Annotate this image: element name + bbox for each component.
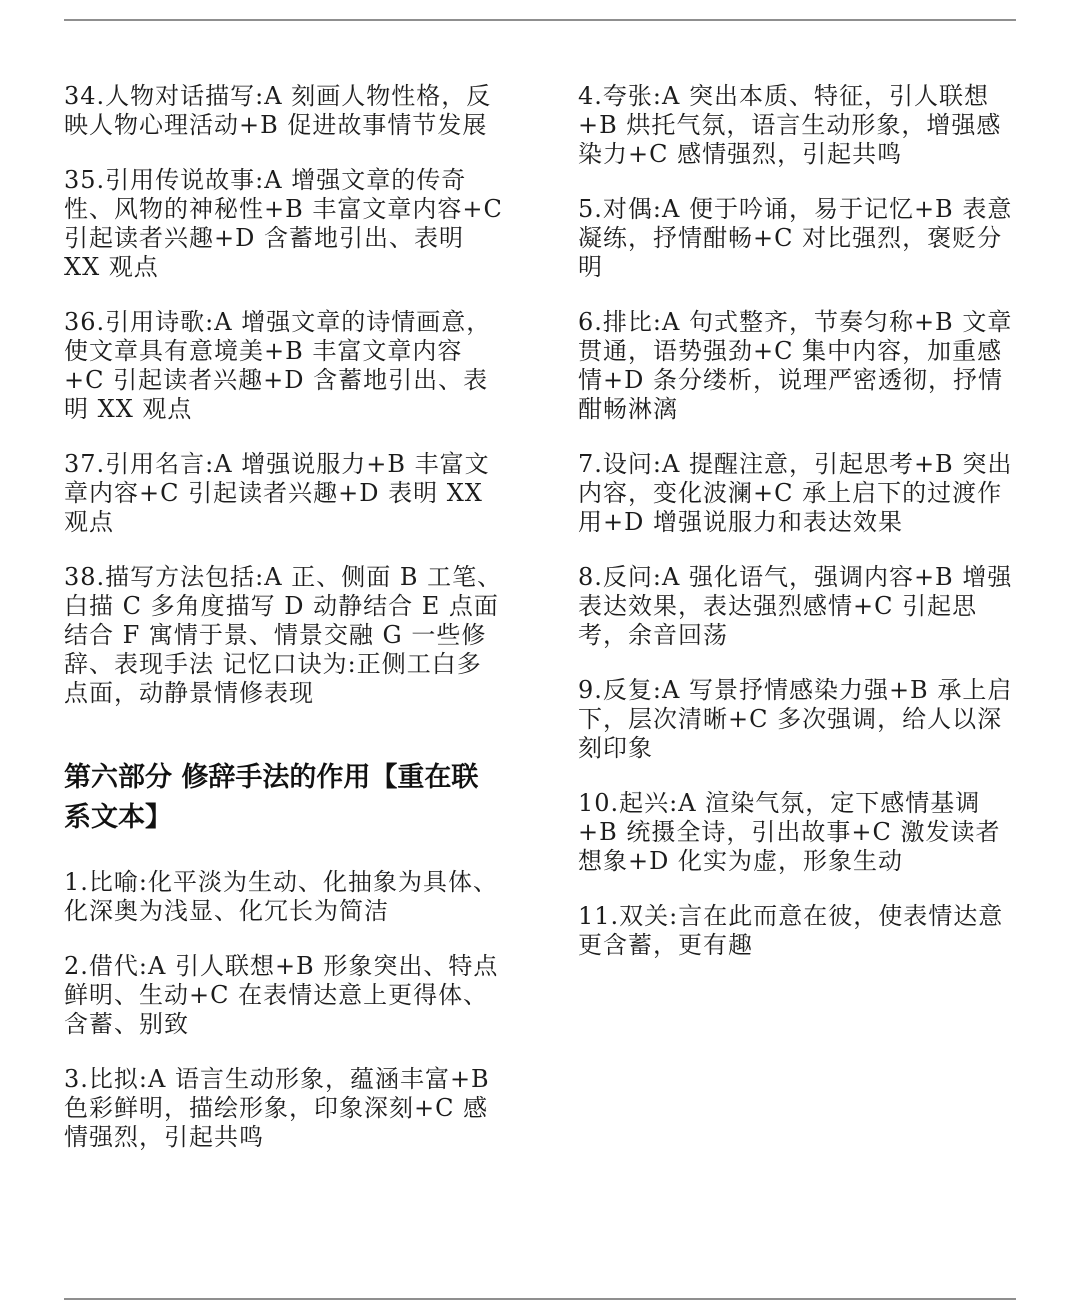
paragraph-counter-question: 8.反问:A 强化语气，强调内容+B 增强表达效果，表达强烈感情+C 引起思考，余音回荡 bbox=[578, 563, 1013, 649]
paragraph-34: 34.人物对话描写:A 刻画人物性格，反映人物心理活动+B 促进故事情节发展 bbox=[64, 82, 492, 139]
paragraph-37: 37.引用名言:A 增强说服力+B 丰富文章内容+C 引起读者兴趣+D 表明 XX 观点 bbox=[64, 450, 490, 536]
paragraph-metaphor: 1.比喻:化平淡为生动、化抽象为具体、化深奥为浅显、化冗长为简洁 bbox=[64, 868, 498, 925]
paragraph-parallelism: 6.排比:A 句式整齐，节奏匀称+B 文章贯通，语势强劲+C 集中内容，加重感情+D 条分缕析，说理严密透彻，抒情酣畅淋漓 bbox=[578, 308, 1013, 423]
paragraph-personification: 3.比拟:A 语言生动形象，蕴涵丰富+B 色彩鲜明，描绘形象，印象深刻+C 感情强烈，引起共鸣 bbox=[64, 1065, 490, 1151]
paragraph-rhetorical-question: 7.设问:A 提醒注意，引起思考+B 突出内容，变化波澜+C 承上启下的过渡作用+D 增强说服力和表达效果 bbox=[578, 450, 1013, 536]
paragraph-metonymy: 2.借代:A 引人联想+B 形象突出、特点鲜明、生动+C 在表情达意上更得体、含蓄、别致 bbox=[64, 952, 499, 1038]
paragraph-hyperbole: 4.夸张:A 突出本质、特征，引人联想+B 烘托气氛，语言生动形象，增强感染力+C 感情强烈，引起共鸣 bbox=[578, 82, 1002, 168]
top-rule bbox=[64, 19, 1016, 21]
paragraph-35: 35.引用传说故事:A 增强文章的传奇性、风物的神秘性+B 丰富文章内容+C 引起读者兴趣+D 含蓄地引出、表明 XX 观点 bbox=[64, 166, 503, 281]
paragraph-38: 38.描写方法包括:A 正、侧面 B 工笔、白描 C 多角度描写 D 动静结合 E 点面结合 F 寓情于景、情景交融 G 一些修辞、表现手法 记忆口诀为:正侧工白多点面，动静景情修表现 bbox=[64, 563, 503, 707]
paragraph-pun: 11.双关:言在此而意在彼，使表情达意更含蓄，更有趣 bbox=[578, 902, 1004, 959]
bottom-rule bbox=[64, 1298, 1016, 1300]
paragraph-36: 36.引用诗歌:A 增强文章的诗情画意，使文章具有意境美+B 丰富文章内容 +C 引起读者兴趣+D 含蓄地引出、表明 XX 观点 bbox=[64, 308, 492, 423]
left-column bbox=[64, 82, 504, 1178]
paragraph-antithesis: 5.对偶:A 便于吟诵，易于记忆+B 表意凝练，抒情酣畅+C 对比强烈，褒贬分明 bbox=[578, 195, 1013, 281]
paragraph-evocation: 10.起兴:A 渲染气氛，定下感情基调+B 统摄全诗，引出故事+C 激发读者想象+D 化实为虚，形象生动 bbox=[578, 789, 1001, 875]
paragraph-repetition: 9.反复:A 写景抒情感染力强+B 承上启下，层次清晰+C 多次强调，给人以深刻印象 bbox=[578, 676, 1013, 762]
right-column bbox=[578, 82, 1018, 986]
section-heading: 第六部分 修辞手法的作用【重在联系文本】 bbox=[64, 762, 479, 833]
